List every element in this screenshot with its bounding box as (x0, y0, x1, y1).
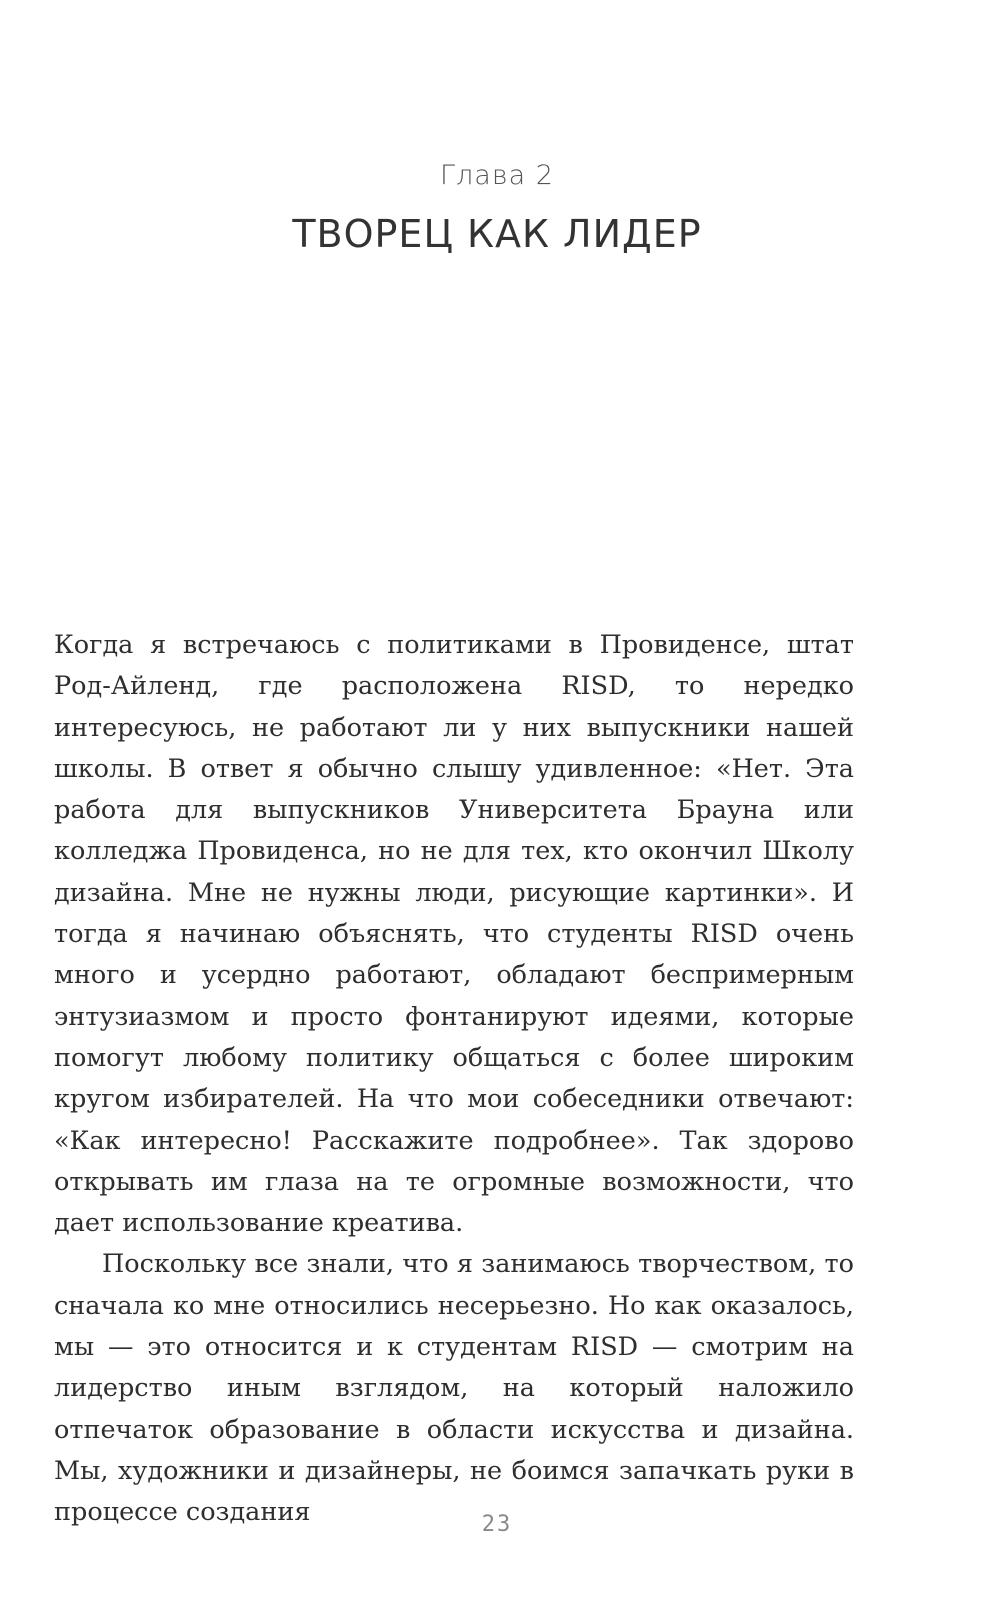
paragraph-1: Когда я встречаюсь с политиками в Провиденсе, штат Род-Айленд, где расположена RISD, то нередко интересуюсь, не работают ли у них выпускники нашей школы. В ответ я обычно слышу удивленное: «Нет. Эта работа для выпускников Университета Брауна или колледжа Провиденса, но не для тех, кто окончил Школу дизайна. Мне не нужны люди, рисующие картинки». И тогда я начинаю объяснять, что студенты RISD очень много и усердно работают, обладают беспримерным энтузиазмом и просто фонтанируют идеями, которые помогут любому политику общаться с более широким кругом избирателей. На что мои собеседники отвечают: «Как интересно! Расскажите подробнее». Так здорово открывать им глаза на те огромные возможности, что дает использование креатива. (54, 630, 854, 1239)
paragraph-2: Поскольку все знали, что я занимаюсь творчеством, то сначала ко мне относились несерьезно. Но как оказалось, мы — это относится и к студентам RISD — смотрим на лидерство иным взглядом, на который наложило отпечаток образование в области искусства и дизайна. Мы, художники и дизайнеры, не боимся запачкать руки в процессе создания (54, 1249, 854, 1528)
chapter-title: ТВОРЕЦ КАК ЛИДЕР (292, 212, 702, 256)
chapter-label: Глава 2 (440, 160, 554, 191)
body-text (54, 625, 854, 1534)
page-number: 23 (481, 1512, 513, 1537)
